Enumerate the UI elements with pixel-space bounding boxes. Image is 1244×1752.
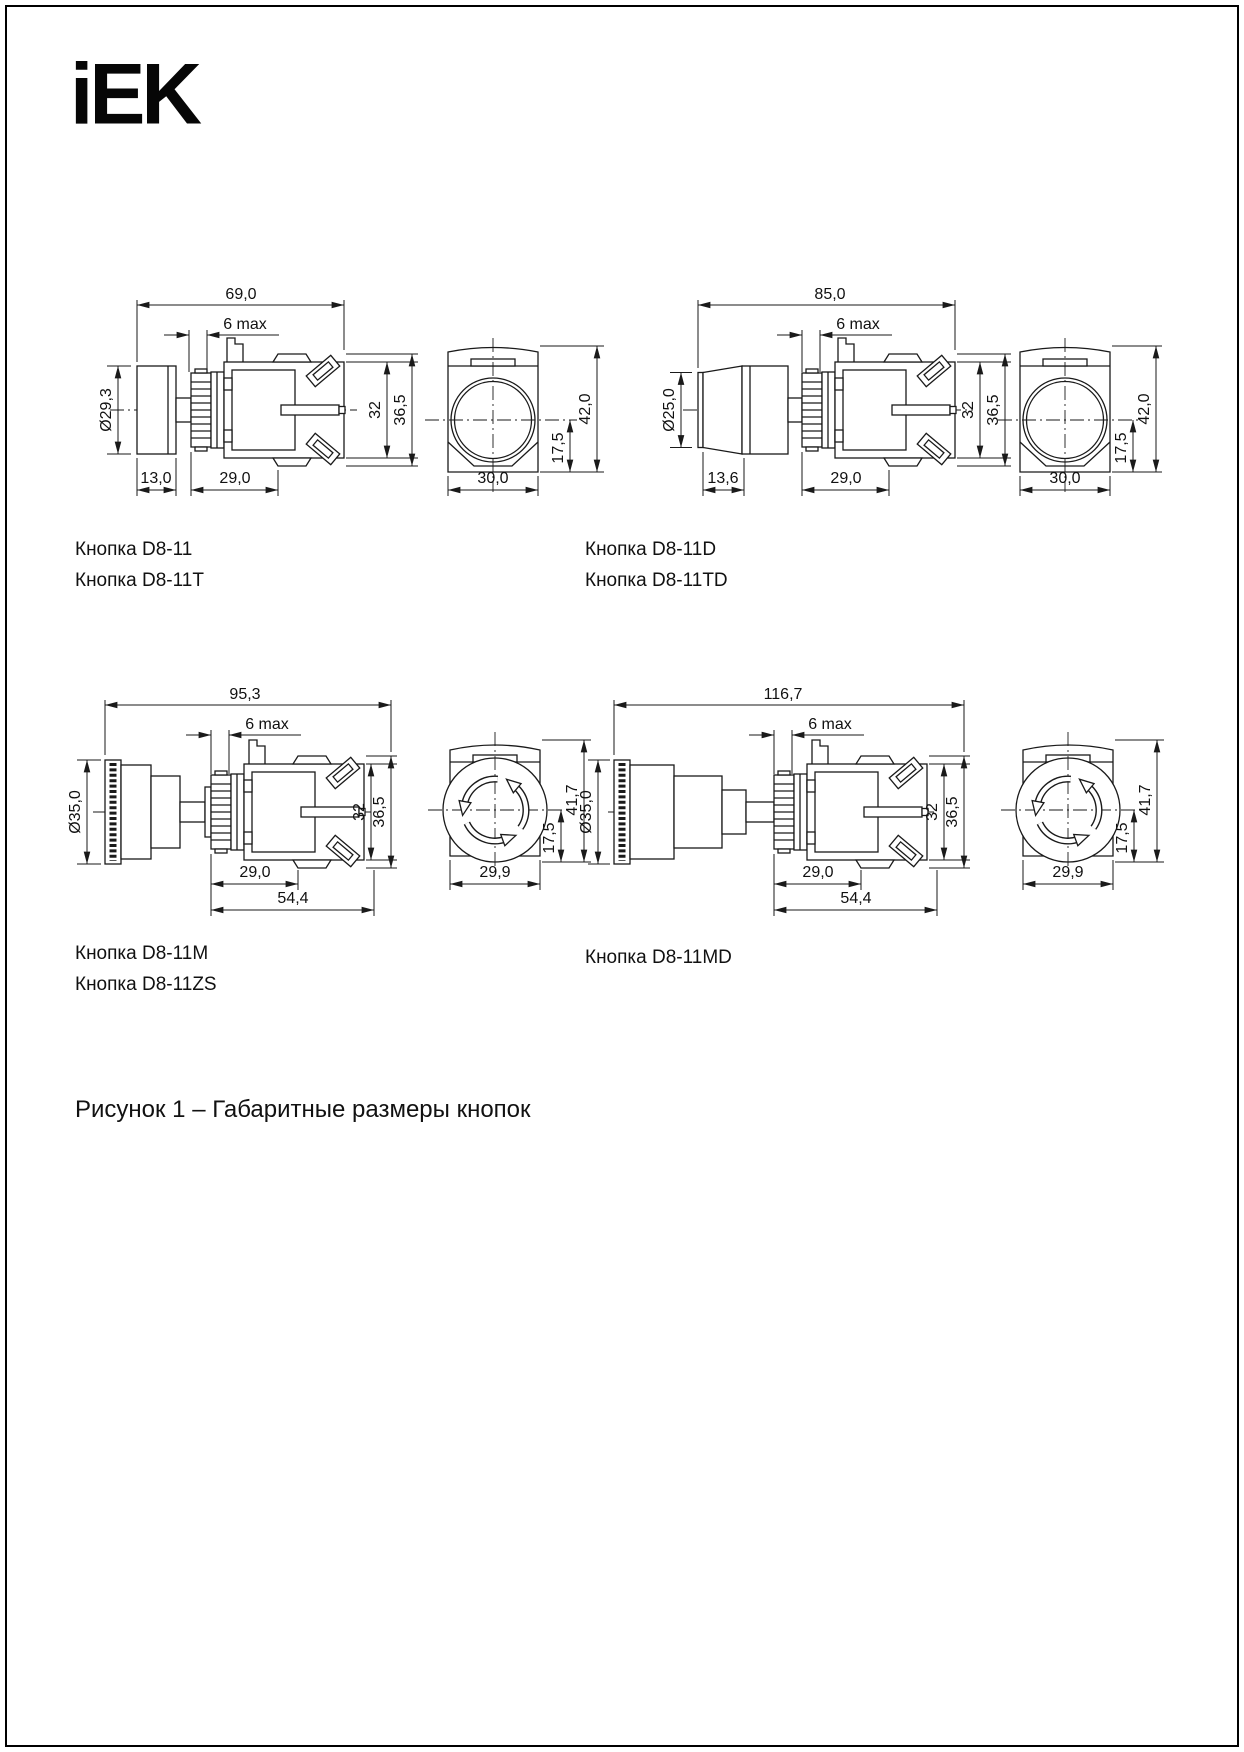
dim-front-center-to-bottom: 17,5	[1114, 822, 1131, 854]
iek-logo: iEK	[70, 45, 199, 142]
label-line: Кнопка D8-11D	[585, 539, 717, 560]
front-view	[998, 338, 1162, 496]
dim-travel: 6 max	[808, 716, 852, 733]
dim-front-width: 30,0	[477, 470, 509, 487]
dim-block-height: 32	[924, 803, 941, 821]
label-line: Кнопка D8-11TD	[585, 570, 728, 591]
dim-head-assembly-length: 54,4	[840, 890, 872, 907]
dim-mount-length: 29,0	[830, 470, 862, 487]
dim-front-height: 42,0	[1136, 393, 1153, 425]
figure-caption: Рисунок 1 – Габаритные размеры кнопок	[75, 1096, 531, 1123]
drawing-d8-11	[65, 252, 615, 502]
dim-front-width: 30,0	[1049, 470, 1081, 487]
dim-block-height-full: 36,5	[985, 394, 1002, 426]
label-line: Кнопка D8-11	[75, 539, 193, 560]
drawing-label-group-3	[75, 938, 217, 1000]
side-view	[93, 740, 380, 868]
drawing-label-group-4	[585, 942, 732, 973]
dim-mount-length: 29,0	[239, 864, 271, 881]
dim-front-height: 41,7	[564, 784, 581, 816]
dim-head-diameter: Ø25,0	[661, 388, 678, 432]
drawing-d8-11m	[65, 612, 595, 922]
dim-head-assembly-length: 54,4	[277, 890, 309, 907]
drawing-d8-11md	[578, 612, 1168, 922]
label-line: Кнопка D8-11MD	[585, 947, 732, 968]
dim-travel: 6 max	[836, 316, 880, 333]
dim-head-diameter: Ø35,0	[67, 790, 84, 834]
dim-head-diameter: Ø35,0	[578, 790, 595, 834]
label-line: Кнопка D8-11M	[75, 943, 209, 964]
side-view	[110, 338, 357, 466]
front-view	[1001, 732, 1164, 890]
dim-block-height: 32	[960, 401, 977, 419]
side-view	[608, 740, 938, 868]
dim-mount-length: 29,0	[802, 864, 834, 881]
dim-front-height: 42,0	[577, 393, 594, 425]
dim-front-width: 29,9	[1052, 864, 1084, 881]
dim-block-height: 32	[367, 401, 384, 419]
dim-total-length: 116,7	[763, 686, 803, 703]
dim-total-length: 69,0	[225, 286, 257, 303]
label-line: Кнопка D8-11ZS	[75, 974, 217, 995]
drawing-d8-11d	[578, 252, 1168, 502]
dim-total-length: 95,3	[229, 686, 261, 703]
dim-head-diameter: Ø29,3	[98, 388, 115, 432]
front-view	[428, 732, 591, 890]
dim-front-center-to-bottom: 17,5	[550, 432, 567, 464]
dim-block-height: 32	[351, 803, 368, 821]
dim-travel: 6 max	[223, 316, 267, 333]
dim-mount-length: 29,0	[219, 470, 251, 487]
dim-front-center-to-bottom: 17,5	[541, 822, 558, 854]
dim-travel: 6 max	[245, 716, 289, 733]
side-view	[683, 338, 973, 466]
label-line: Кнопка D8-11T	[75, 570, 204, 591]
dim-block-height-full: 36,5	[392, 394, 409, 426]
dim-total-length: 85,0	[814, 286, 846, 303]
dim-front-center-to-bottom: 17,5	[1113, 432, 1130, 464]
dim-head-length: 13,6	[707, 470, 739, 487]
dim-block-height-full: 36,5	[371, 796, 388, 828]
drawing-label-group-1	[75, 534, 204, 596]
dim-block-height-full: 36,5	[944, 796, 961, 828]
dim-front-height: 41,7	[1137, 784, 1154, 816]
drawing-label-group-2	[585, 534, 728, 596]
dim-front-width: 29,9	[479, 864, 511, 881]
dim-head-length: 13,0	[140, 470, 172, 487]
